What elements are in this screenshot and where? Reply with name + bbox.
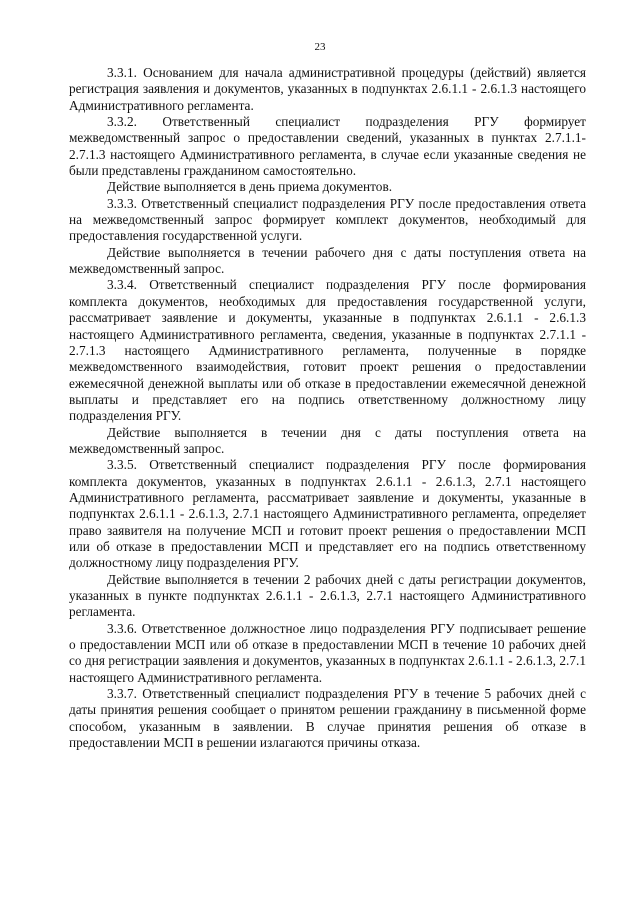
paragraph-3-3-3: 3.3.3. Ответственный специалист подразделения РГУ после предоставления ответа на межведомственный запрос формирует комплект документов, необходимый для предоставления государственной услуги. (69, 195, 586, 244)
paragraph-3-3-7: 3.3.7. Ответственный специалист подразделения РГУ в течение 5 рабочих дней с даты принятия решения сообщает о принятом решении гражданину в письменной форме способом, указанным в заявлении. В случае принятия решения об отказе в предоставлении МСП в решении излагаются причины отказа. (69, 686, 586, 751)
paragraph-action-day-of-receipt: Действие выполняется в день приема документов. (107, 179, 393, 195)
page-number: 23 (314, 41, 326, 53)
paragraph-3-3-5: 3.3.5. Ответственный специалист подразделения РГУ после формирования комплекта документов, указанных в подпунктах 2.6.1.1 - 2.6.1.3, 2.7.1 настоящего Административного регламента, рассматривает заявление и документы, указанные в подпунктах 2.6.1.1 - 2.6.1.3, 2.7.1 настоящего Административного регламента, определяет право заявителя на получение МСП и готовит проект решения о предоставлении МСП или об отказе в предоставлении МСП и представляет его на подпись ответственному должностному лицу подразделения РГУ. (69, 457, 586, 571)
document-body (69, 65, 586, 751)
paragraph-action-two-days: Действие выполняется в течении 2 рабочих дней с даты регистрации документов, указанных в пункте подпунктах 2.6.1.1 - 2.6.1.3, 2.7.1 настоящего Административного регламента. (69, 571, 586, 620)
paragraph-3-3-2: 3.3.2. Ответственный специалист подразделения РГУ формирует межведомственный запрос о предоставлении сведений, указанных в пунктах 2.7.1.1-2.7.1.3 настоящего Административного регламента, в случае если указанные сведения не были представлены гражданином самостоятельно. (69, 114, 586, 179)
paragraph-3-3-6: 3.3.6. Ответственное должностное лицо подразделения РГУ подписывает решение о предоставлении МСП или об отказе в предоставлении МСП в течение 10 рабочих дней со дня регистрации заявления и документов, указанных в подпунктах 2.6.1.1 - 2.6.1.3, 2.7.1 настоящего Административного регламента. (69, 620, 586, 685)
paragraph-action-within-day: Действие выполняется в течении дня с даты поступления ответа на межведомственный запрос. (69, 424, 586, 456)
paragraph-action-working-day: Действие выполняется в течении рабочего дня с даты поступления ответа на межведомственный запрос. (69, 244, 586, 277)
paragraph-3-3-1: 3.3.1. Основанием для начала административной процедуры (действий) является регистрация заявления и документов, указанных в подпунктах 2.6.1.1 - 2.6.1.3 настоящего Административного регламента. (69, 65, 586, 113)
paragraph-3-3-4: 3.3.4. Ответственный специалист подразделения РГУ после формирования комплекта документов, необходимых для предоставления государственной услуги, рассматривает заявление и документы, указанные в подпунктах 2.6.1.1 - 2.6.1.3 настоящего Административного регламента, сведения, указанные в подпунктах 2.7.1.1 - 2.7.1.3 настоящего Административного регламента, полученные в порядке межведомственного взаимодействия, готовит проект решения о предоставлении ежемесячной денежной выплаты или об отказе в предоставлении ежемесячной денежной выплаты и представляет его на подпись ответственному должностному лицу подразделения РГУ. (69, 277, 586, 424)
